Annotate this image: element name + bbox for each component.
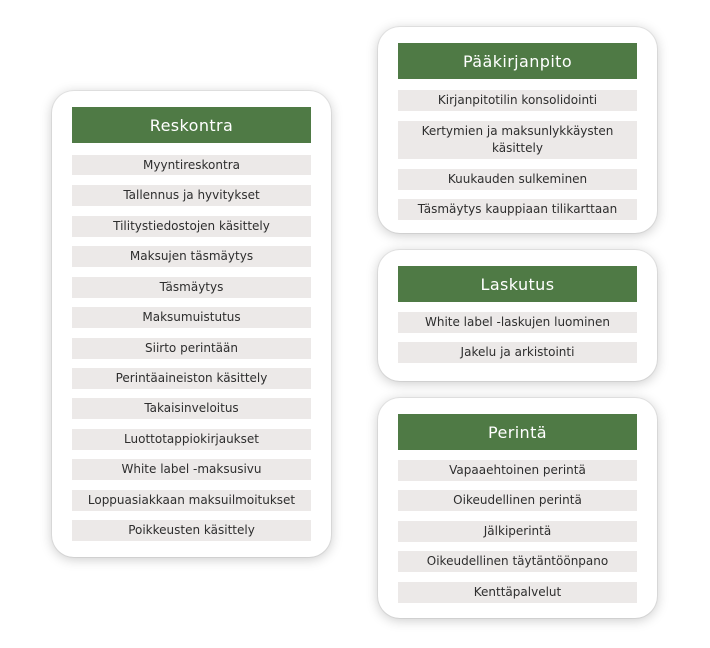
list-item: Vapaaehtoinen perintä <box>398 460 637 481</box>
list-item: Oikeudellinen perintä <box>398 490 637 511</box>
list-item: Takaisinveloitus <box>72 398 311 419</box>
list-item: White label -maksusivu <box>72 459 311 480</box>
list-item: Maksujen täsmäytys <box>72 246 311 267</box>
list-item: Luottotappiokirjaukset <box>72 429 311 450</box>
card-title: Laskutus <box>398 266 637 302</box>
list-item: Kertymien ja maksunlykkäysten käsittely <box>398 121 637 159</box>
card-title: Perintä <box>398 414 637 450</box>
list-item: Kirjanpitotilin konsolidointi <box>398 90 637 111</box>
list-item: Oikeudellinen täytäntöönpano <box>398 551 637 572</box>
list-item: Täsmäytys kauppiaan tilikarttaan <box>398 199 637 220</box>
list-item: Siirto perintään <box>72 338 311 359</box>
list-item: Myyntireskontra <box>72 155 311 175</box>
card-title: Pääkirjanpito <box>398 43 637 79</box>
list-item: Tilitystiedostojen käsittely <box>72 216 311 237</box>
card-laskutus <box>378 250 657 381</box>
card-perinta <box>378 398 657 618</box>
list-item: White label -laskujen luominen <box>398 312 637 333</box>
list-item: Jälkiperintä <box>398 521 637 542</box>
list-item: Kenttäpalvelut <box>398 582 637 603</box>
list-item: Täsmäytys <box>72 277 311 298</box>
card-reskontra <box>52 91 331 557</box>
card-title: Reskontra <box>72 107 311 143</box>
list-item: Jakelu ja arkistointi <box>398 342 637 363</box>
card-paakirjanpito <box>378 27 657 233</box>
list-item: Perintäaineiston käsittely <box>72 368 311 389</box>
list-item: Maksumuistutus <box>72 307 311 328</box>
list-item: Kuukauden sulkeminen <box>398 169 637 190</box>
list-item: Tallennus ja hyvitykset <box>72 185 311 206</box>
list-item: Loppuasiakkaan maksuilmoitukset <box>72 490 311 511</box>
list-item: Poikkeusten käsittely <box>72 520 311 541</box>
